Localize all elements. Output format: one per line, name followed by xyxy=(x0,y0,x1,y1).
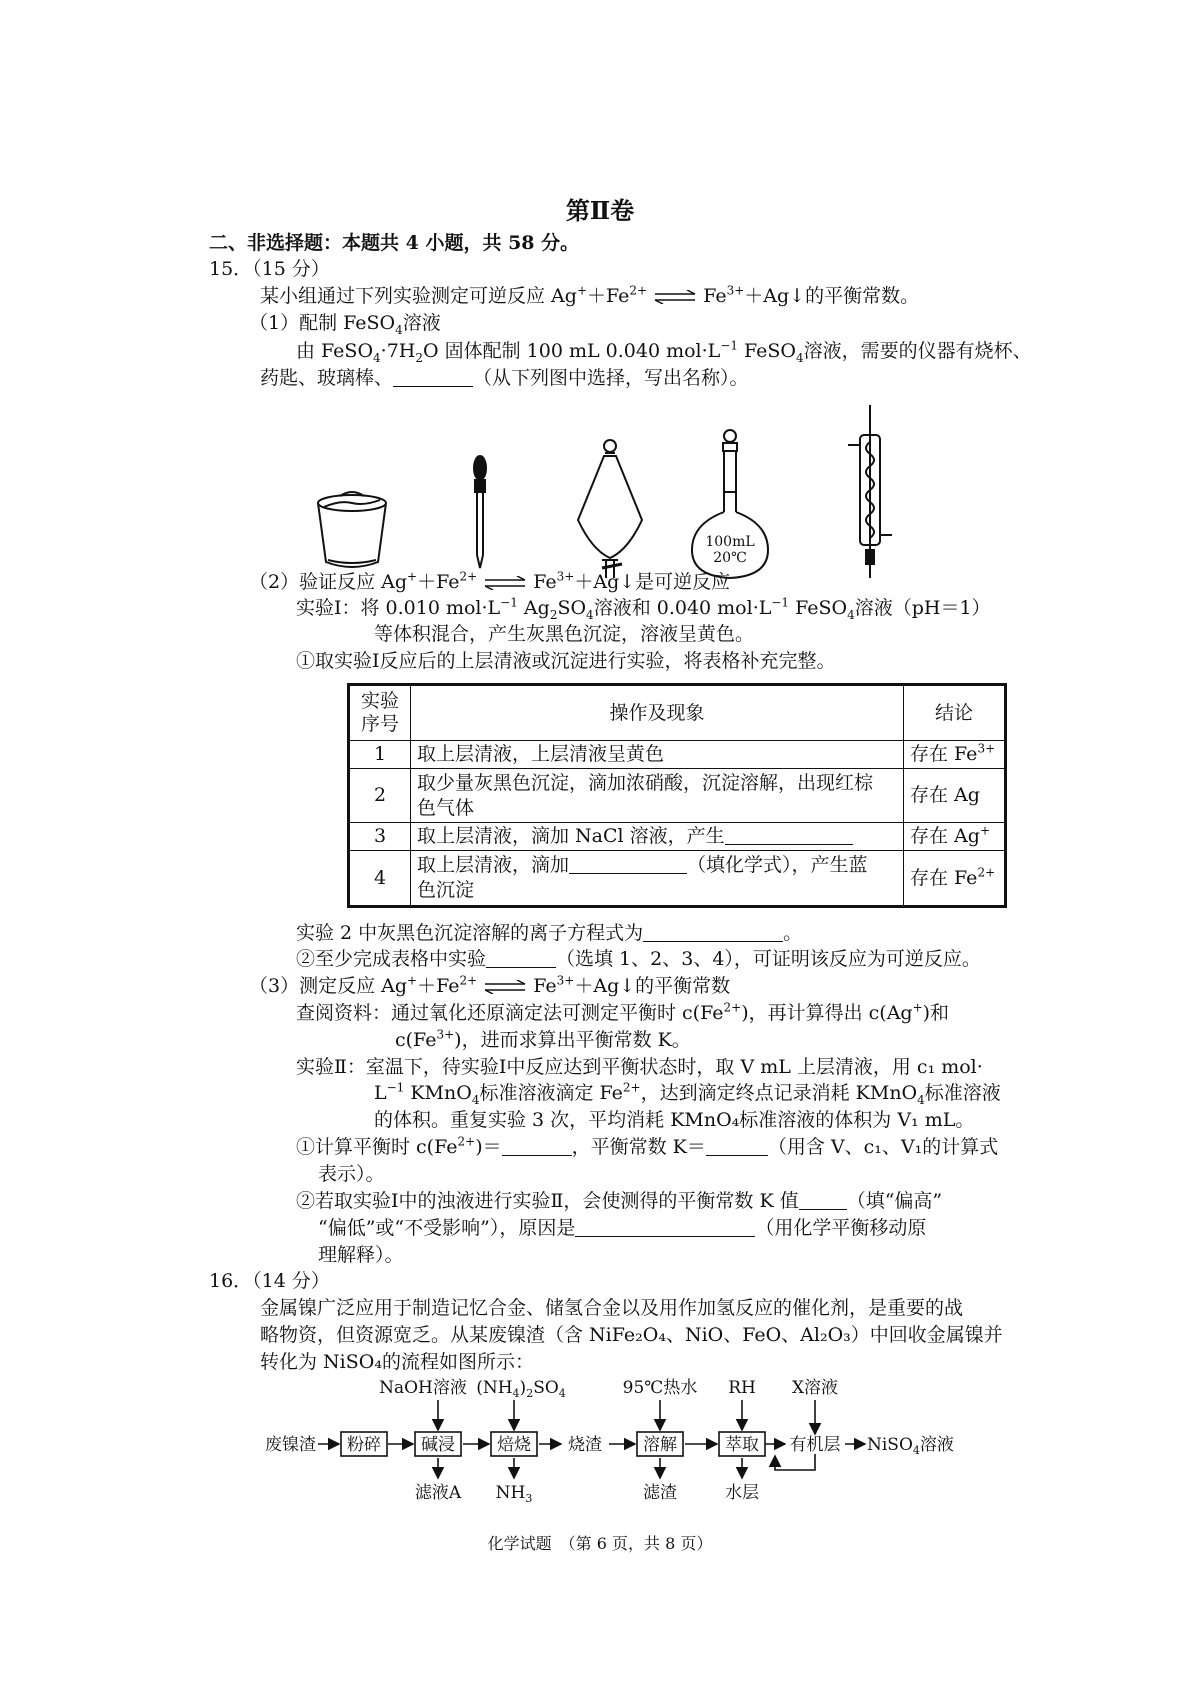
experiment-table xyxy=(347,683,1007,908)
equilibrium-arrow-icon xyxy=(483,980,527,994)
calculation-question-2: ②若取实验Ⅰ中的浊液进行实验Ⅱ，会使测得的平衡常数 K 值 （填“偏高” xyxy=(296,1190,943,1212)
flow-step-2: 碱浸 xyxy=(421,1435,455,1455)
part-1-title: （1）配制 FeSO$_4$溶液 xyxy=(249,312,441,337)
answer-blank-instruments[interactable] xyxy=(393,366,473,387)
calculation-question-1: ①计算平衡时 $c(Fe^{2+})=$ ，平衡常数 K＝ （用含 V、c₁、V₁的计算式 xyxy=(296,1134,999,1158)
question-16-heading: 16．（14 分） xyxy=(209,1270,330,1292)
ionic-equation-prompt: 实验 2 中灰黑色沉淀溶解的离子方程式为 。 xyxy=(296,922,803,944)
flow-step-3: 焙烧 xyxy=(497,1435,531,1455)
sub-question-2: ②至少完成表格中实验 （选填 1、2、3、4），可证明该反应为可逆反应。 xyxy=(296,948,981,970)
flow-step-5: 萃取 xyxy=(725,1435,759,1455)
experiment-2-line-1: 实验Ⅱ：室温下，待实验Ⅰ中反应达到平衡状态时，取 V mL 上层清液，用 c₁ mol· xyxy=(296,1056,983,1078)
equilibrium-arrow-icon xyxy=(483,576,527,590)
reference-line-2: $c(Fe^{3+})$，进而求算出平衡常数 K。 xyxy=(395,1027,691,1051)
header-operation: 操作及现象 xyxy=(411,685,904,741)
flow-intermediate-1: 烧渣 xyxy=(568,1435,602,1455)
answer-blank-reason[interactable] xyxy=(575,1216,755,1237)
header-number: 实验 序号 xyxy=(349,685,411,741)
volumetric-flask-icon xyxy=(692,430,768,578)
question-15-heading: 15．（15 分） xyxy=(209,258,330,280)
question-16-line-2: 略物资，但资源宽乏。从某废镍渣（含 NiFe₂O₄、NiO、FeO、Al₂O₃）中回收金属镍并 xyxy=(260,1324,1003,1346)
flow-input-5: X溶液 xyxy=(791,1378,839,1398)
calculation-question-1-cont: 表示）。 xyxy=(318,1163,385,1185)
condenser-icon xyxy=(848,405,892,578)
question-16-line-1: 金属镍广泛应用于制造记忆合金、储氢合金以及用作加氢反应的催化剂，是重要的战 xyxy=(260,1297,964,1319)
table-header-row xyxy=(349,685,1006,741)
experiment-2-line-3: 的体积。重复实验 3 次，平均消耗 KMnO₄标准溶液的体积为 V₁ mL。 xyxy=(374,1109,975,1131)
part-1-line-1: 由 $FeSO_4\cdot 7H_2O$ 固体配制 100 mL 0.040 $mol\cdot L^{-1}$ FeSO$_4$溶液，需要的仪器有烧杯、 xyxy=(296,338,1032,365)
part-3-title: （3）测定反应 $Ag^++Fe^{2+}$ $Fe^{3+}+Ag↓$的平衡常数 xyxy=(249,973,731,997)
experiment-1-line-2: 等体积混合，产生灰黑色沉淀，溶液呈黄色。 xyxy=(374,623,755,645)
answer-blank-precipitate[interactable] xyxy=(725,824,853,845)
flow-input-1: NaOH溶液 xyxy=(379,1378,467,1398)
flow-input-3: 95℃热水 xyxy=(622,1378,698,1398)
flow-step-4: 溶解 xyxy=(643,1435,677,1455)
answer-blank-effect[interactable] xyxy=(799,1189,847,1210)
reference-line-1: 查阅资料：通过氧化还原滴定法可测定平衡时 $c(Fe^{2+})$，再计算得出 c(Ag+)和 xyxy=(296,1000,950,1024)
flow-intermediate-2: 有机层 xyxy=(789,1435,841,1455)
sub-question-1: ①取实验Ⅰ反应后的上层清液或沉淀进行实验，将表格补充完整。 xyxy=(296,650,836,672)
flow-end: NiSO$_4$溶液 xyxy=(867,1435,954,1457)
answer-blank-constant[interactable] xyxy=(706,1135,768,1156)
flow-output-3: 滤渣 xyxy=(643,1483,677,1503)
calculation-question-2-cont: “偏低”或“不受影响”），原因是 （用化学平衡移动原 xyxy=(318,1217,927,1239)
process-flow-diagram xyxy=(255,1370,975,1510)
flow-output-2: $NH_3$ xyxy=(495,1483,533,1505)
calculation-question-2-end: 理解释）。 xyxy=(318,1244,404,1266)
answer-blank-reagent[interactable] xyxy=(569,853,687,874)
flow-input-2: $(NH_4)_2SO_4$ xyxy=(476,1378,566,1400)
beaker-icon xyxy=(318,492,386,567)
part-1-line-2: 药匙、玻璃棒、 （从下列图中选择，写出名称）。 xyxy=(260,367,749,389)
table-row: 3 取上层清液，滴加 NaCl 溶液，产生 存在 Ag+ xyxy=(349,823,1006,851)
dropper-icon xyxy=(474,456,486,568)
experiment-1-line-1: 实验Ⅰ：将 0.010 $mol\cdot L^{-1}$ $Ag_2SO_4$溶液和 0.040 $mol\cdot L^{-1}$ FeSO$_4$溶液（pH＝1） xyxy=(296,595,991,622)
equilibrium-arrow-icon xyxy=(653,290,697,304)
question-15-intro: 某小组通过下列实验测定可逆反应 $Ag^++Fe^{2+}$ $Fe^{3+}+Ag↓$的平衡常数。 xyxy=(260,283,920,307)
page-title: 第Ⅱ卷 xyxy=(565,196,635,225)
table-row: 4 取上层清液，滴加 （填化学式），产生蓝 色沉淀 存在 $Fe^{2+}$ xyxy=(349,851,1006,907)
apparatus-illustrations xyxy=(300,400,920,580)
flask-volume-label: 100mL xyxy=(705,534,755,550)
header-conclusion: 结论 xyxy=(904,685,1006,741)
flow-start: 废镍渣 xyxy=(265,1435,316,1455)
table-row: 2 取少量灰黑色沉淀，滴加浓硝酸，沉淀溶解，出现红棕 色气体 存在 Ag xyxy=(349,769,1006,823)
section-heading: 二、非选择题：本题共 4 小题，共 58 分。 xyxy=(209,232,580,254)
question-16-line-3: 转化为 NiSO₄的流程如图所示： xyxy=(260,1351,534,1373)
part-2-title: （2）验证反应 $Ag^++Fe^{2+}$ $Fe^{3+}+Ag↓$是可逆反应 xyxy=(249,569,731,593)
separatory-funnel-icon xyxy=(578,440,642,578)
flow-step-1: 粉碎 xyxy=(347,1435,381,1455)
flow-input-4: RH xyxy=(728,1378,756,1398)
page-footer: 化学试题 （第 6 页，共 8 页） xyxy=(487,1534,713,1553)
flow-output-1: 滤液A xyxy=(414,1483,462,1503)
answer-blank-ionic-equation[interactable] xyxy=(643,921,783,942)
experiment-2-line-2: $L^{-1}$ KMnO$_4$标准溶液滴定 $Fe^{2+}$，达到滴定终点记录消耗 KMnO$_4$标准溶液 xyxy=(374,1080,1001,1107)
table-row: 1 取上层清液，上层清液呈黄色 存在 $Fe^{3+}$ xyxy=(349,741,1006,769)
flask-temperature-label: 20℃ xyxy=(713,550,747,566)
answer-blank-experiments[interactable] xyxy=(486,947,556,968)
flow-output-4: 水层 xyxy=(725,1483,759,1503)
answer-blank-concentration[interactable] xyxy=(502,1135,572,1156)
